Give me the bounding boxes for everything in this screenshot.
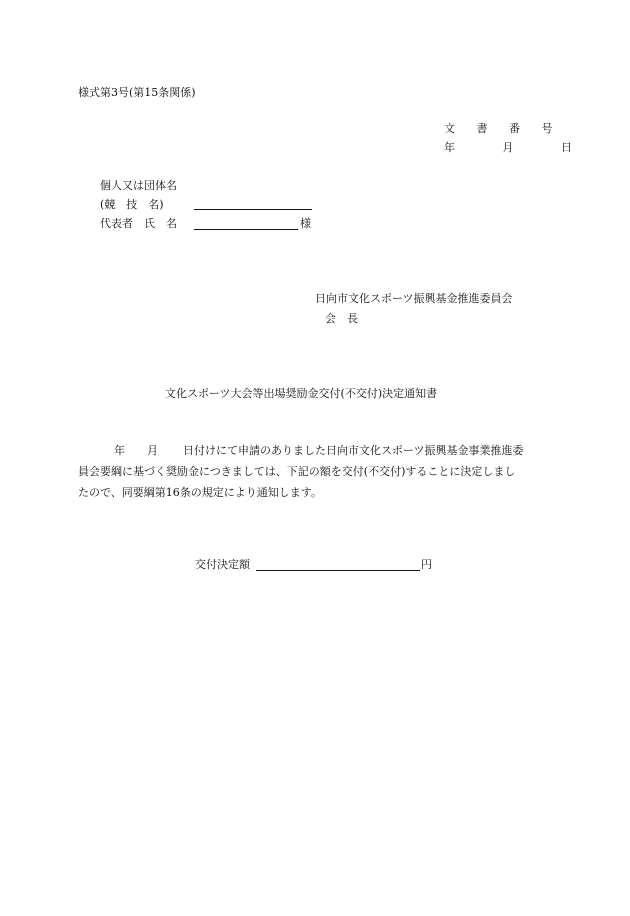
sender-organization: 日向市文化スポーツ振興基金推進委員会 (315, 292, 513, 305)
document-number-label: 文 書 番 号 (444, 122, 562, 135)
amount-line (256, 570, 420, 571)
date-label: 年 月 日 (444, 141, 594, 154)
honorific: 様 (300, 217, 311, 230)
recipient-name-label: 個人又は団体名 (100, 179, 177, 192)
document-title: 文化スポーツ大会等出場奨励金交付(不交付)決定通知書 (165, 387, 438, 400)
recipient-event-line (194, 209, 312, 210)
body-line-1: 日付けにて申請のありました日向市文化スポーツ振興基金事業推進委 (183, 444, 524, 457)
representative-line (194, 229, 298, 230)
recipient-event-label: (競 技 名) (100, 198, 164, 211)
representative-label: 代表者 氏 名 (100, 217, 177, 230)
body-line-2: 員会要綱に基づく奨励金につきましては、下記の額を交付(不交付)することに決定しまし (78, 465, 516, 478)
body-line-3: たので、同要綱第16条の規定により通知します。 (78, 486, 322, 499)
body-month: 月 (147, 444, 158, 457)
amount-unit: 円 (421, 558, 432, 571)
sender-title: 会 長 (325, 312, 358, 325)
amount-label: 交付決定額 (195, 558, 250, 571)
form-number: 様式第3号(第15条関係) (78, 86, 196, 99)
body-year: 年 (114, 444, 125, 457)
